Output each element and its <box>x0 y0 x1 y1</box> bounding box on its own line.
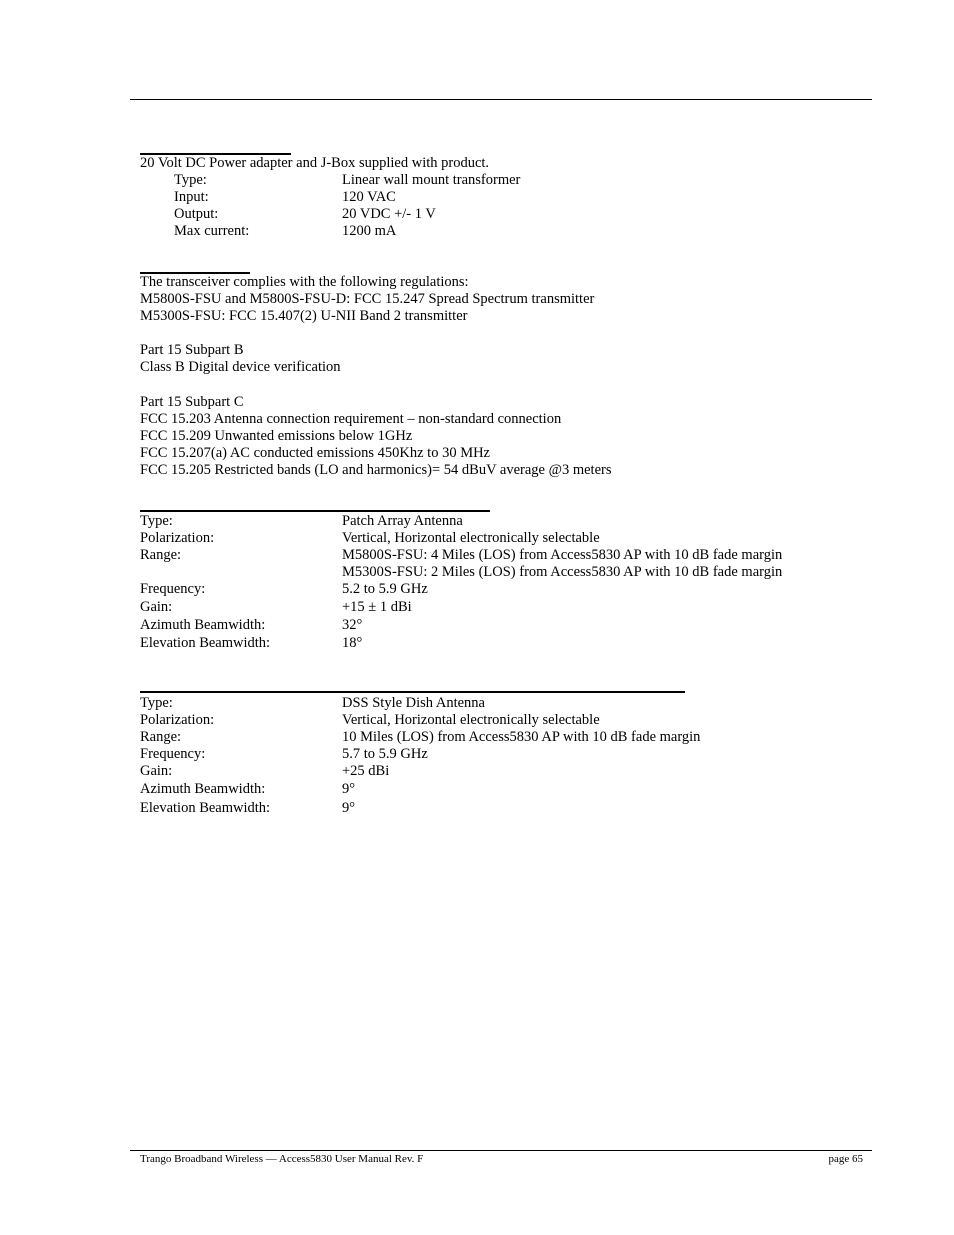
patch-elevation-label: Elevation Beamwidth: <box>140 635 271 651</box>
dish-gain-value: +25 dBi <box>342 763 390 779</box>
regulatory-line: FCC 15.205 Restricted bands (LO and harmonics)= 54 dBuV average @3 meters <box>140 462 612 478</box>
power-output-label: Output: <box>174 206 219 222</box>
regulatory-subpart-c: Part 15 Subpart C <box>140 394 244 410</box>
dish-azimuth-value: 9° <box>342 781 356 797</box>
dish-gain-label: Gain: <box>140 763 173 779</box>
regulatory-intro: The transceiver complies with the following regulations: <box>140 274 469 290</box>
patch-antenna-heading-rule <box>140 510 490 512</box>
dish-type-label: Type: <box>140 695 173 711</box>
patch-type-label: Type: <box>140 513 173 529</box>
dish-frequency-value: 5.7 to 5.9 GHz <box>342 746 428 762</box>
regulatory-line: Class B Digital device verification <box>140 359 341 375</box>
footer-page-number: page 65 <box>828 1153 863 1165</box>
footer-document-title: Trango Broadband Wireless — Access5830 User Manual Rev. F <box>140 1153 424 1165</box>
dish-polarization-value: Vertical, Horizontal electronically selectable <box>342 712 600 728</box>
patch-type-value: Patch Array Antenna <box>342 513 463 529</box>
regulatory-line: FCC 15.207(a) AC conducted emissions 450Khz to 30 MHz <box>140 445 490 461</box>
dish-type-value: DSS Style Dish Antenna <box>342 695 485 711</box>
patch-frequency-value: 5.2 to 5.9 GHz <box>342 581 428 597</box>
header-rule <box>130 99 872 100</box>
patch-azimuth-value: 32° <box>342 617 363 633</box>
patch-elevation-value: 18° <box>342 635 363 651</box>
power-type-label: Type: <box>174 172 207 188</box>
patch-range-value: M5800S-FSU: 4 Miles (LOS) from Access5830 AP with 10 dB fade margin <box>342 547 783 563</box>
patch-azimuth-label: Azimuth Beamwidth: <box>140 617 266 633</box>
dish-azimuth-label: Azimuth Beamwidth: <box>140 781 266 797</box>
patch-range-value-2: M5300S-FSU: 2 Miles (LOS) from Access5830 AP with 10 dB fade margin <box>342 564 783 580</box>
dish-elevation-label: Elevation Beamwidth: <box>140 800 271 816</box>
dish-frequency-label: Frequency: <box>140 746 206 762</box>
dish-range-value: 10 Miles (LOS) from Access5830 AP with 10 dB fade margin <box>342 729 701 745</box>
dish-antenna-heading-rule <box>140 691 685 693</box>
regulatory-line: FCC 15.203 Antenna connection requirement – non-standard connection <box>140 411 562 427</box>
dish-polarization-label: Polarization: <box>140 712 215 728</box>
patch-frequency-label: Frequency: <box>140 581 206 597</box>
patch-gain-value: +15 ± 1 dBi <box>342 599 412 615</box>
power-max-current-label: Max current: <box>174 223 250 239</box>
footer-rule <box>130 1150 872 1151</box>
power-intro: 20 Volt DC Power adapter and J-Box supplied with product. <box>140 155 490 171</box>
power-input-label: Input: <box>174 189 209 205</box>
power-type-value: Linear wall mount transformer <box>342 172 521 188</box>
patch-range-label: Range: <box>140 547 182 563</box>
regulatory-line: FCC 15.209 Unwanted emissions below 1GHz <box>140 428 413 444</box>
patch-polarization-label: Polarization: <box>140 530 215 546</box>
regulatory-line: M5300S-FSU: FCC 15.407(2) U-NII Band 2 transmitter <box>140 308 468 324</box>
patch-gain-label: Gain: <box>140 599 173 615</box>
power-input-value: 120 VAC <box>342 189 396 205</box>
dish-elevation-value: 9° <box>342 800 356 816</box>
regulatory-line: M5800S-FSU and M5800S-FSU-D: FCC 15.247 Spread Spectrum transmitter <box>140 291 595 307</box>
patch-polarization-value: Vertical, Horizontal electronically selectable <box>342 530 600 546</box>
regulatory-subpart-b: Part 15 Subpart B <box>140 342 244 358</box>
power-max-current-value: 1200 mA <box>342 223 397 239</box>
power-output-value: 20 VDC +/- 1 V <box>342 206 436 222</box>
dish-range-label: Range: <box>140 729 182 745</box>
